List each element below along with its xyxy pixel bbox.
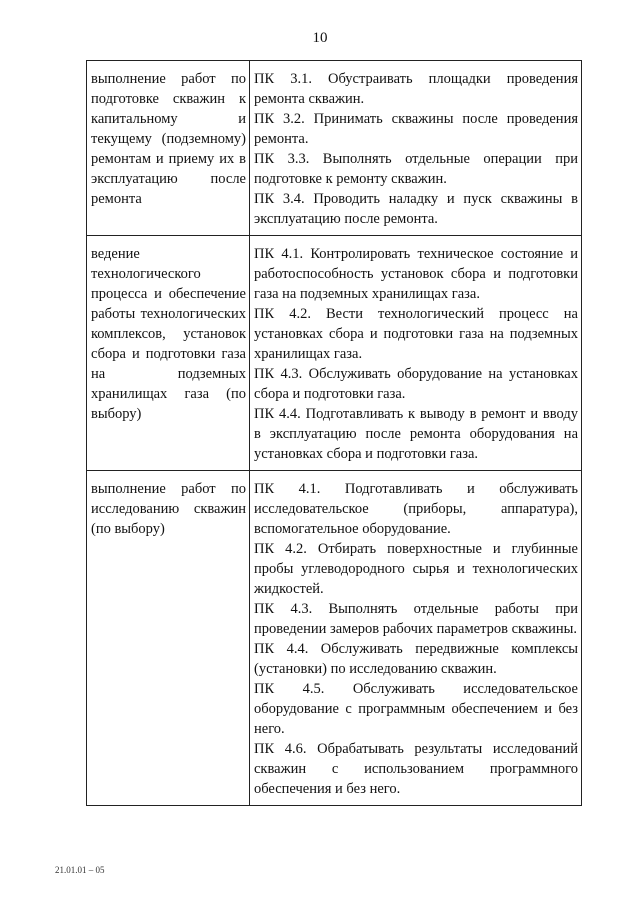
competency-item: ПК 4.2. Отбирать поверхностные и глубинные пробы углеводородного сырья и технологических жидкостей. (254, 541, 578, 597)
competency-item: ПК 4.6. Обрабатывать результаты исследований скважин с использованием программного обеспечения и без него. (254, 741, 578, 797)
competency-item: ПК 4.3. Выполнять отдельные работы при проведении замеров рабочих параметров скважины. (254, 601, 578, 637)
competency-item: ПК 4.1. Подготавливать и обслуживать исследовательское (приборы, аппаратура), вспомогательное оборудование. (254, 481, 578, 537)
activity-cell: ведение технологического процесса и обеспечение работы технологических комплексов, установок сбора и подготовки газа на подземных хранилищах газа (по выбору) (87, 236, 250, 471)
activity-cell: выполнение работ по исследованию скважин (по выбору) (87, 471, 250, 806)
competency-item: ПК 3.4. Проводить наладку и пуск скважины в эксплуатацию после ремонта. (254, 191, 578, 227)
competency-item: ПК 4.3. Обслуживать оборудование на установках сбора и подготовки газа. (254, 366, 578, 402)
competencies-cell (250, 471, 582, 806)
table-row (87, 236, 582, 471)
competency-item: ПК 3.1. Обустраивать площадки проведения ремонта скважин. (254, 71, 578, 107)
table-row (87, 471, 582, 806)
competencies-cell (250, 61, 582, 236)
competencies-cell (250, 236, 582, 471)
competency-item: ПК 4.1. Контролировать техническое состояние и работоспособность установок сбора и подготовки газа на подземных хранилищах газа. (254, 246, 578, 302)
document-code: 21.01.01 – 05 (55, 865, 105, 875)
competency-item: ПК 4.4. Обслуживать передвижные комплексы (установки) по исследованию скважин. (254, 641, 578, 677)
competency-item: ПК 4.2. Вести технологический процесс на установках сбора и подготовки газа на подземных хранилищах газа. (254, 306, 578, 362)
activity-cell: выполнение работ по подготовке скважин к капитальному и текущему (подземному) ремонтам и приему их в эксплуатацию после ремонта (87, 61, 250, 236)
competency-item: ПК 4.5. Обслуживать исследовательское оборудование с программным обеспечением и без него. (254, 681, 578, 737)
competencies-table (86, 60, 582, 806)
table-row (87, 61, 582, 236)
competency-item: ПК 3.3. Выполнять отдельные операции при подготовке к ремонту скважин. (254, 151, 578, 187)
page-number: 10 (312, 30, 328, 46)
competency-item: ПК 3.2. Принимать скважины после проведения ремонта. (254, 111, 578, 147)
competency-item: ПК 4.4. Подготавливать к выводу в ремонт и вводу в эксплуатацию после ремонта оборудования на установках сбора и подготовки газа. (254, 406, 578, 462)
